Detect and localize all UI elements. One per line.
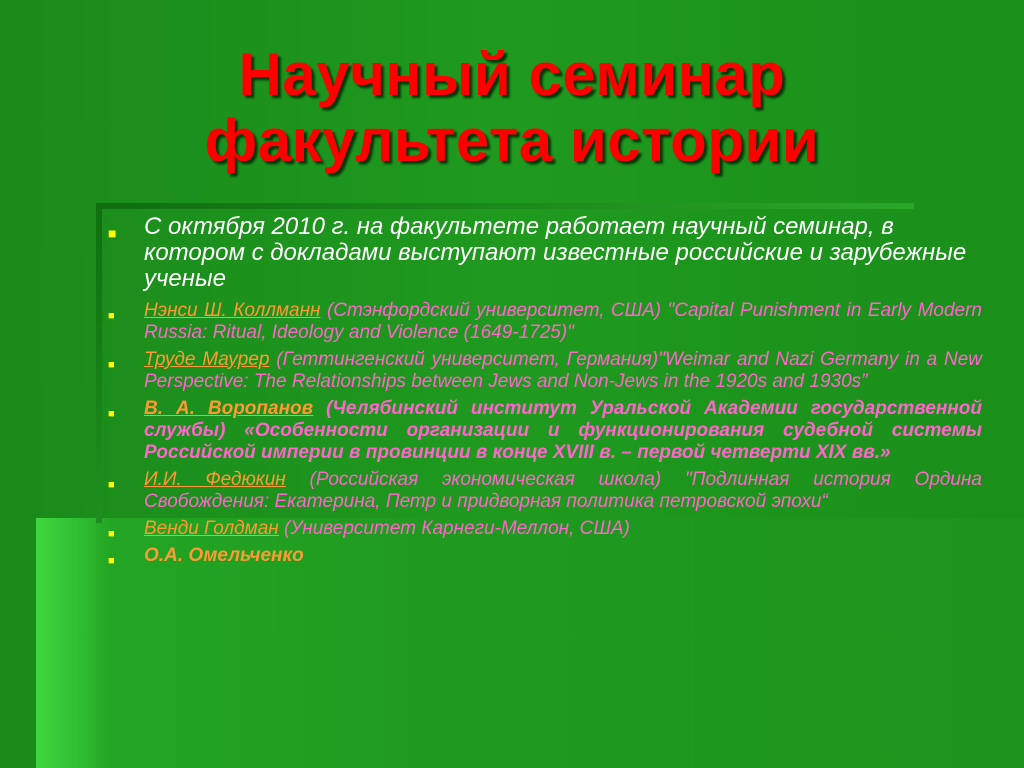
talk-text: (Университет Карнеги-Меллон, США) xyxy=(278,518,630,539)
list-item xyxy=(108,545,982,567)
talk-text: (Стэнфордский университет, США) "Capital Punishment in Early Modern Russia: Ritual, Ideology and Violence (1649-1725)" xyxy=(144,300,982,343)
list-item xyxy=(108,349,982,393)
slide-title xyxy=(0,42,1024,174)
title-line-2: факультета истории xyxy=(204,107,820,174)
square-bullet-icon: ■ xyxy=(108,359,115,371)
decorative-top-bar xyxy=(96,203,914,209)
intro-item xyxy=(108,214,982,292)
square-bullet-icon: ■ xyxy=(108,479,115,491)
speaker-name-link[interactable]: Венди Голдман xyxy=(144,518,279,539)
speaker-name-link[interactable]: В. А. Воропанов xyxy=(144,398,314,419)
square-bullet-icon: ■ xyxy=(108,408,115,420)
list-item xyxy=(108,300,982,344)
speaker-name: О.А. Омельченко xyxy=(144,545,304,566)
talk-text: (Геттингенский университет, Германия)"Weimar and Nazi Germany in a New Perspective: The Relationships between Jews and Non-Jews in the 1920s and 1930s” xyxy=(144,349,983,392)
intro-text: С октября 2010 г. на факультете работает научный семинар, в котором с докладами выступают известные российские и зарубежные ученые xyxy=(144,213,967,292)
talk-text: (Российская экономическая школа) "Подлинная история Ордина Свобождения: Екатерина, Петр и придворная политика петровской эпохи“ xyxy=(144,469,982,512)
talk-text: (Челябинский институт Уральской Академии государственной службы) «Особенности организации и функционирования судебной системы Российской империи в провинции в конце XVIII в. – первой четверти XIX вв.» xyxy=(144,398,982,463)
decorative-panel-edge xyxy=(36,518,96,768)
decorative-left-bar xyxy=(96,203,102,523)
speaker-name-link[interactable]: Нэнси Ш. Коллманн xyxy=(144,300,321,321)
square-bullet-icon: ■ xyxy=(108,310,115,322)
slide-content xyxy=(108,214,982,572)
list-item xyxy=(108,469,982,513)
speaker-name-link[interactable]: И.И. Федюкин xyxy=(144,469,286,490)
list-item xyxy=(108,398,982,464)
square-bullet-icon: ■ xyxy=(108,555,115,567)
speaker-name-link[interactable]: Труде Маурер xyxy=(144,349,270,370)
list-item xyxy=(108,518,982,540)
bullet-list xyxy=(108,214,982,567)
square-bullet-icon: ■ xyxy=(108,225,117,241)
title-line-1: Научный семинар xyxy=(238,41,786,108)
square-bullet-icon: ■ xyxy=(108,528,115,540)
